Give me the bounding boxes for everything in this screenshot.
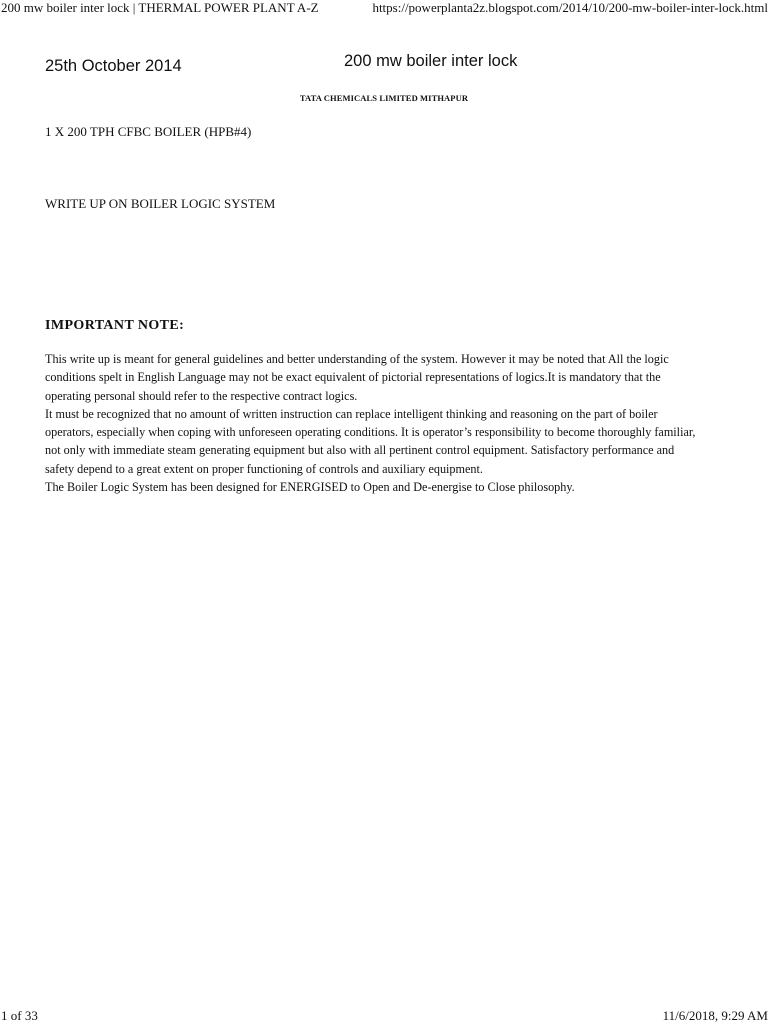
writeup-heading: WRITE UP ON BOILER LOGIC SYSTEM (45, 196, 276, 211)
company-name: TATA CHEMICALS LIMITED MITHAPUR (299, 93, 469, 103)
note-line: The Boiler Logic System has been designed for ENERGISED to Open and De-energise to Close philosophy. (45, 480, 575, 495)
note-line: safety depend to a great extent on proper functioning of controls and auxiliary equipment. (45, 461, 483, 476)
post-date: 25th October 2014 (45, 57, 182, 75)
note-line: operators, especially when coping with unforeseen operating conditions. It is operator’s responsibility to become thoroughly familiar, (45, 425, 696, 440)
print-header-url[interactable]: https://powerplanta2z.blogspot.com/2014/10/200-mw-boiler-inter-lock.html (372, 0, 768, 15)
important-note-body (45, 350, 725, 496)
post-title: 200 mw boiler inter lock (344, 52, 518, 70)
boiler-designation: 1 X 200 TPH CFBC BOILER (HPB#4) (45, 124, 252, 139)
note-line: It must be recognized that no amount of written instruction can replace intelligent thinking and reasoning on the part of boiler (45, 406, 658, 421)
note-line: not only with immediate steam generating equipment but also with all pertinent control equipment. Satisfactory performance and (45, 443, 675, 458)
print-timestamp: 11/6/2018, 9:29 AM (662, 1008, 768, 1023)
note-line: operating personal should refer to the respective contract logics. (45, 388, 358, 403)
page-count: 1 of 33 (1, 1008, 38, 1023)
print-header-page-title: 200 mw boiler inter lock | THERMAL POWER PLANT A-Z (1, 0, 319, 15)
important-note-heading: IMPORTANT NOTE: (45, 318, 185, 333)
note-line: conditions spelt in English Language may not be exact equivalent of pictorial representations of logics.It is mandatory that the (45, 370, 661, 385)
note-line: This write up is meant for general guidelines and better understanding of the system. However it may be noted that All the logic (45, 352, 669, 366)
